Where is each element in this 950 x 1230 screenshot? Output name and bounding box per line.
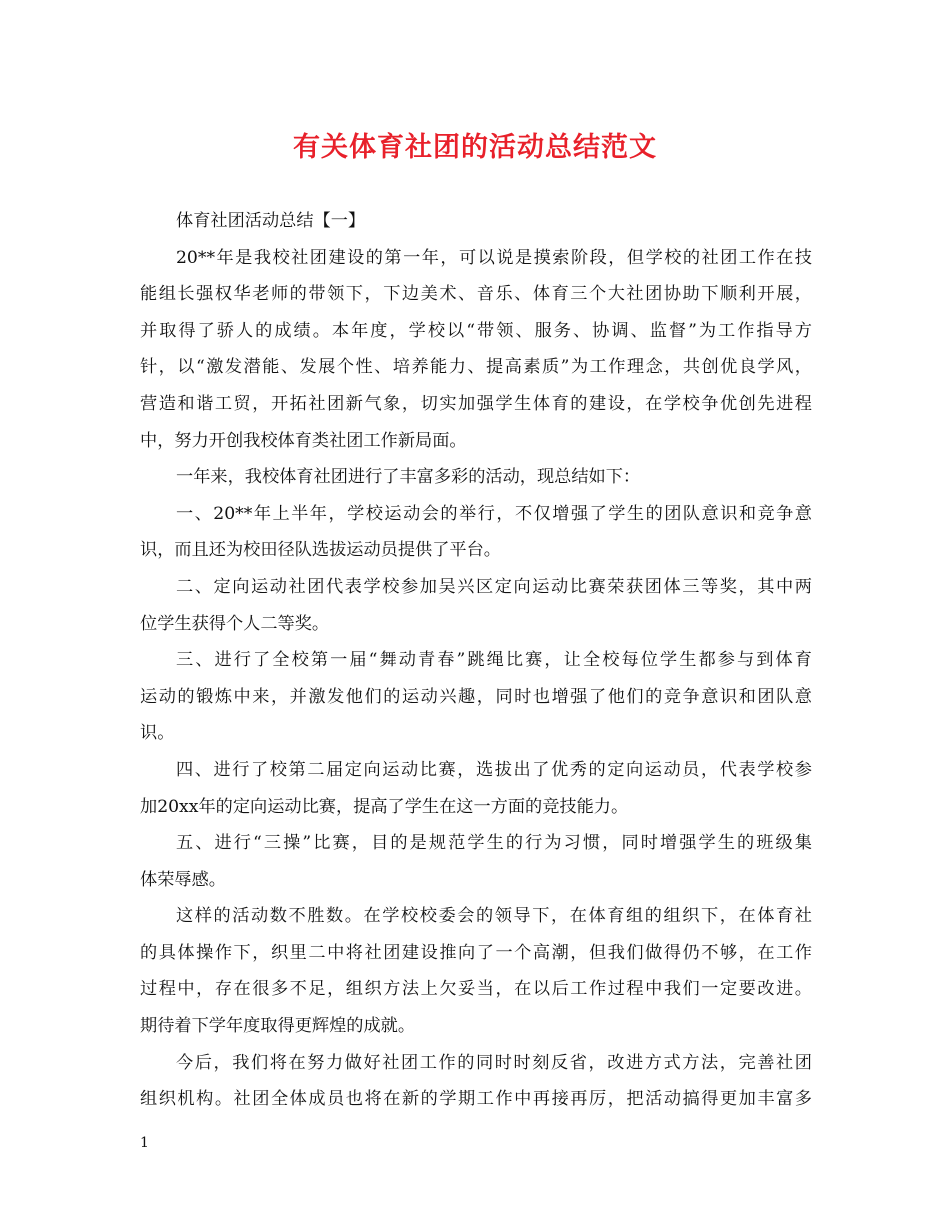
body-line: 运动的锻炼中来，并激发他们的运动兴趣，同时也增强了他们的竞争意识和团队意: [140, 686, 812, 707]
body-line: 加20xx年的定向运动比赛，提高了学生在这一方面的竞技能力。: [140, 796, 629, 817]
body-line: 的具体操作下，织里二中将社团建设推向了一个高潮，但我们做得仍不够，在工作: [140, 942, 812, 963]
body-line: 20**年是我校社团建设的第一年，可以说是摸索阶段，但学校的社团工作在技: [176, 247, 812, 268]
body-line: 针，以“激发潜能、发展个性、培养能力、提高素质”为工作理念，共创优良学风，: [140, 357, 812, 378]
body-line: 组织机构。社团全体成员也将在新的学期工作中再接再厉，把活动搞得更加丰富多: [140, 1089, 812, 1110]
body-line: 营造和谐工贸，开拓社团新气象，切实加强学生体育的建设，在学校争优创先进程: [140, 393, 812, 414]
body-line: 过程中，存在很多不足，组织方法上欠妥当，在以后工作过程中我们一定要改进。: [140, 979, 812, 1000]
body-line: 体育社团活动总结【一】: [176, 211, 366, 231]
body-line: 能组长强权华老师的带领下，下边美术、音乐、体育三个大社团协助下顺利开展，: [140, 284, 812, 305]
body-line: 一、20**年上半年，学校运动会的举行，不仅增强了学生的团队意识和竞争意: [176, 503, 812, 524]
body-line: 二、定向运动社团代表学校参加吴兴区定向运动比赛荣获团体三等奖，其中两: [176, 576, 812, 597]
body-line: 中，努力开创我校体育类社团工作新局面。: [140, 430, 467, 451]
body-line: 识。: [140, 723, 175, 744]
body-line: 四、进行了校第二届定向运动比赛，选拔出了优秀的定向运动员，代表学校参: [176, 759, 812, 780]
body-line: 体荣辱感。: [140, 869, 226, 890]
body-line: 这样的活动数不胜数。在学校校委会的领导下，在体育组的组织下，在体育社: [176, 906, 812, 927]
body-line: 期待着下学年度取得更辉煌的成就。: [140, 1016, 416, 1037]
page-number: 1: [140, 1135, 149, 1151]
body-line: 今后，我们将在努力做好社团工作的同时时刻反省，改进方式方法，完善社团: [176, 1052, 812, 1073]
body-line: 识，而且还为校田径队选拔运动员提供了平台。: [140, 540, 501, 561]
document-body: [140, 203, 812, 1118]
body-line: 三、进行了全校第一届“舞动青春”跳绳比赛，让全校每位学生都参与到体育: [176, 650, 812, 671]
body-line: 并取得了骄人的成绩。本年度，学校以“带领、服务、协调、监督”为工作指导方: [140, 320, 812, 341]
body-line: 位学生获得个人二等奖。: [140, 613, 330, 634]
document-title: 有关体育社团的活动总结范文: [293, 132, 657, 163]
body-line: 五、进行“三操”比赛，目的是规范学生的行为习惯，同时增强学生的班级集: [176, 833, 812, 854]
body-line: 一年来，我校体育社团进行了丰富多彩的活动，现总结如下：: [176, 467, 641, 488]
